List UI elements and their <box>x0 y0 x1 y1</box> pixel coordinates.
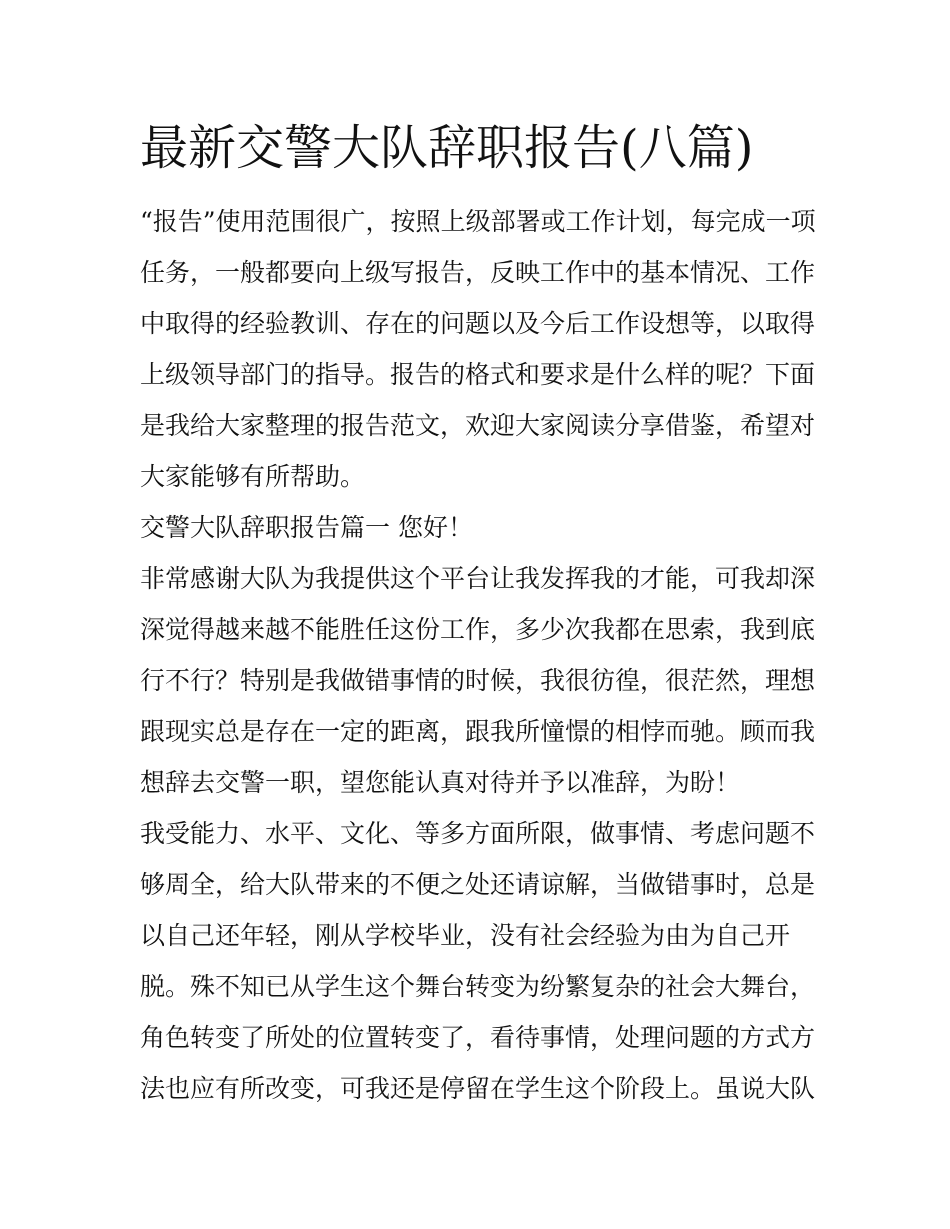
body-line: “报告”使用范围很广，按照上级部署或工作计划，每完成一项 <box>140 207 816 236</box>
body-line: 是我给大家整理的报告范文，欢迎大家阅读分享借鉴，希望对 <box>140 411 816 440</box>
section-heading: 交警大队辞职报告篇一 您好！ <box>140 513 473 542</box>
body-line: 法也应有所改变，可我还是停留在学生这个阶段上。虽说大队 <box>140 1074 816 1103</box>
body-line: 够周全，给大队带来的不便之处还请谅解，当做错事时，总是 <box>140 870 816 899</box>
body-line: 行不行？特别是我做错事情的时候，我很彷徨，很茫然，理想 <box>140 666 816 695</box>
body-line: 上级领导部门的指导。报告的格式和要求是什么样的呢？下面 <box>140 360 816 389</box>
body-line: 深觉得越来越不能胜任这份工作，多少次我都在思索，我到底 <box>140 615 816 644</box>
body-line: 想辞去交警一职，望您能认真对待并予以准辞，为盼！ <box>140 768 741 797</box>
body-line: 我受能力、水平、文化、等多方面所限，做事情、考虑问题不 <box>140 819 816 848</box>
body-line: 非常感谢大队为我提供这个平台让我发挥我的才能，可我却深 <box>140 564 816 593</box>
body-line: 脱。殊不知已从学生这个舞台转变为纷繁复杂的社会大舞台， <box>140 972 816 1001</box>
document-title: 最新交警大队辞职报告(八篇) <box>140 120 754 176</box>
body-line: 任务，一般都要向上级写报告，反映工作中的基本情况、工作 <box>140 258 816 287</box>
body-line: 以自己还年轻，刚从学校毕业，没有社会经验为由为自己开 <box>140 921 791 950</box>
body-line: 跟现实总是存在一定的距离，跟我所憧憬的相悖而驰。顾而我 <box>140 717 816 746</box>
body-line: 大家能够有所帮助。 <box>140 462 366 491</box>
document-body <box>140 196 816 1114</box>
body-line: 中取得的经验教训、存在的问题以及今后工作设想等，以取得 <box>140 309 816 338</box>
body-line: 角色转变了所处的位置转变了，看待事情，处理问题的方式方 <box>140 1023 816 1052</box>
